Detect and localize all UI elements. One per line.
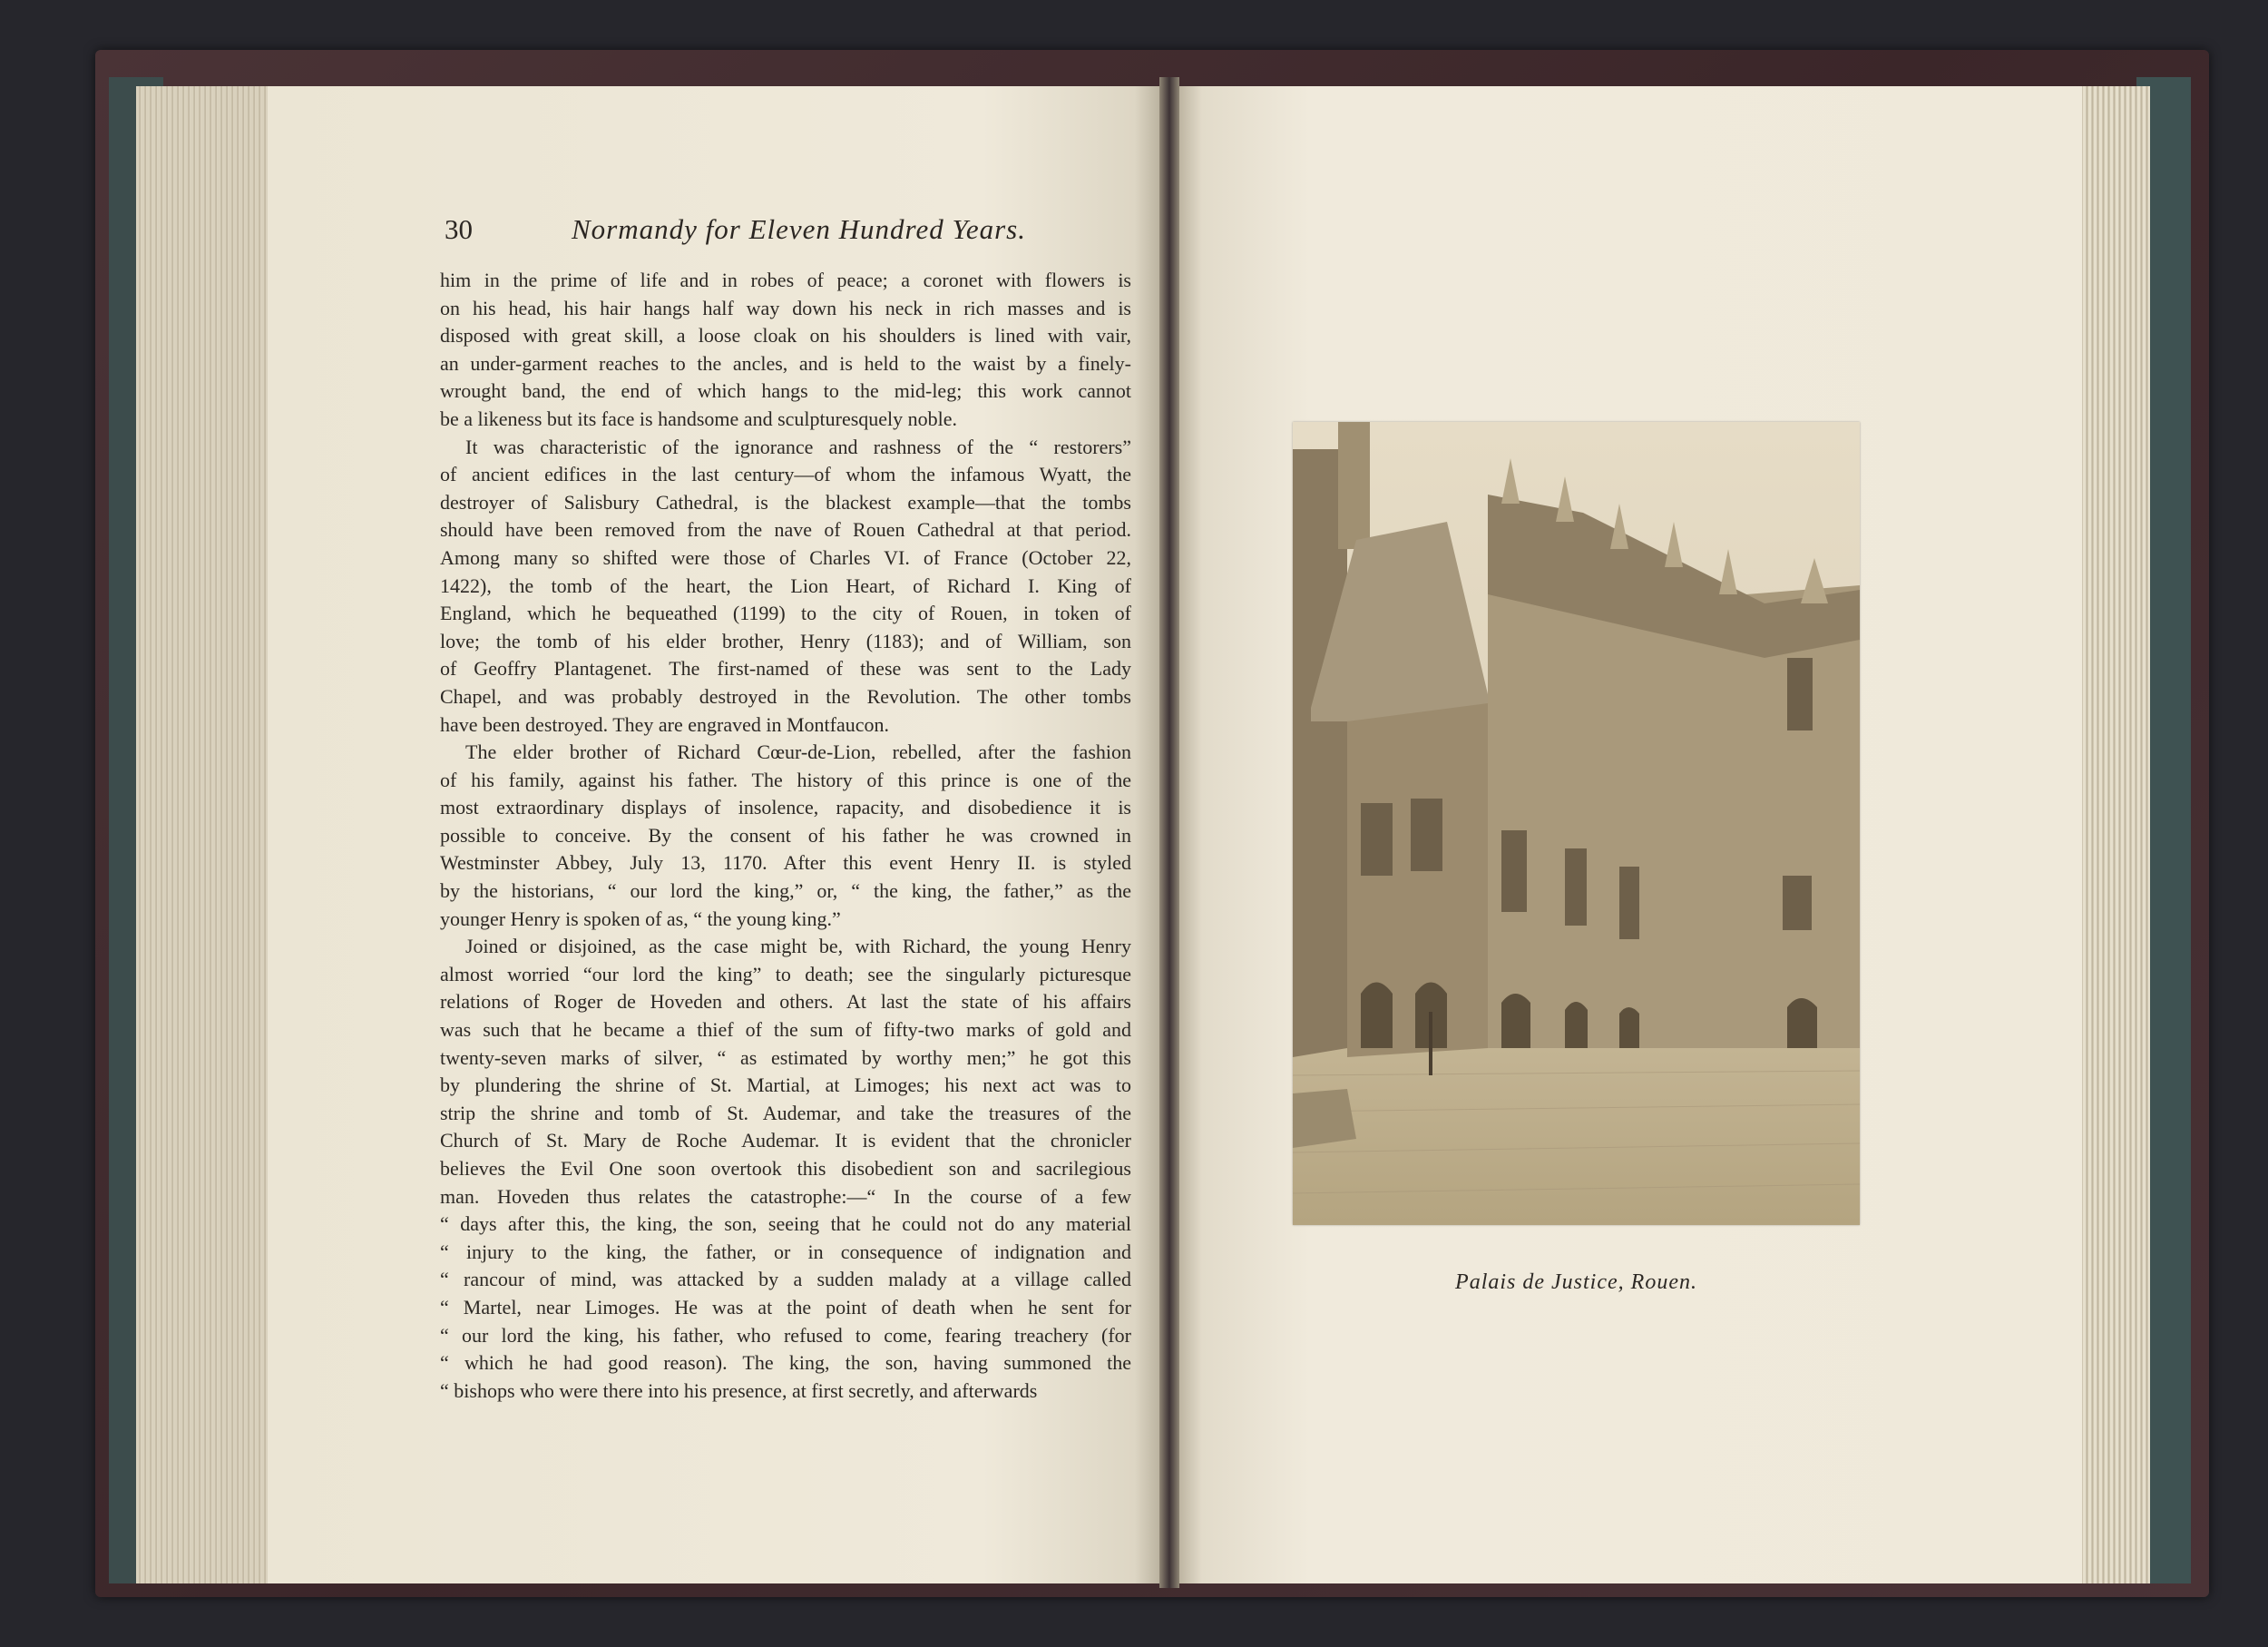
text-line: of his family, against his father. The history of this prince is one of the: [440, 768, 1131, 791]
page-edges-right: [2077, 86, 2150, 1583]
text-line: twenty-seven marks of silver, “ as estimated by worthy men;” he got this: [440, 1045, 1131, 1069]
text-line: most extraordinary displays of insolence, rapacity, and disobedience it is: [440, 796, 1131, 819]
text-line: on his head, his hair hangs half way down his neck in rich masses and is: [440, 296, 1131, 319]
page-edges-left: [136, 86, 272, 1583]
text-line: “ which he had good reason). The king, the son, having summoned the: [440, 1351, 1131, 1375]
text-line: “ injury to the king, the father, or in consequence of indignation and: [440, 1240, 1131, 1263]
text-line: Church of St. Mary de Roche Audemar. It is evident that the chronicler: [440, 1129, 1131, 1152]
text-line: love; the tomb of his elder brother, Henry (1183); and of William, son: [440, 629, 1131, 652]
photo-caption: Palais de Justice, Rouen.: [1455, 1270, 1697, 1294]
text-line: disposed with great skill, a loose cloak on his shoulders is lined with vair,: [440, 324, 1131, 348]
text-line: “ Martel, near Limoges. He was at the point of death when he sent for: [440, 1295, 1131, 1319]
text-line: him in the prime of life and in robes of peace; a coronet with flowers is: [440, 269, 1131, 291]
page-number: 30: [445, 213, 473, 245]
text-line: of ancient edifices in the last century—of whom the infamous Wyatt, the: [440, 463, 1131, 486]
text-line: of Geoffry Plantagenet. The first-named of these was sent to the Lady: [440, 657, 1131, 681]
running-title: Normandy for Eleven Hundred Years.: [572, 213, 1026, 245]
text-line: possible to conceive. By the consent of his father he was crowned in: [440, 823, 1131, 847]
text-line: by plundering the shrine of St. Martial, at Limoges; his next act was to: [440, 1073, 1131, 1097]
text-line: man. Hoveden thus relates the catastrophe:—“ In the course of a few: [440, 1184, 1131, 1208]
text-line: by the historians, “ our lord the king,” or, “ the king, the father,” as the: [440, 879, 1131, 903]
text-line: have been destroyed. They are engraved in Montfaucon.: [440, 712, 890, 736]
text-line: believes the Evil One soon overtook this disobedient son and sacrilegious: [440, 1157, 1131, 1180]
text-line: destroyer of Salisbury Cathedral, is the blackest example—that the tombs: [440, 490, 1131, 514]
text-line: Chapel, and was probably destroyed in the Revolution. The other tombs: [440, 684, 1131, 708]
text-line: relations of Roger de Hoveden and others. At last the state of his affairs: [440, 990, 1131, 1014]
photograph-palais-de-justice: [1293, 422, 1860, 1225]
text-line: an under-garment reaches to the ancles, and is held to the waist by a finely-: [440, 351, 1131, 375]
text-line: 1422), the tomb of the heart, the Lion Heart, of Richard I. King of: [440, 574, 1131, 597]
text-line: “ rancour of mind, was attacked by a sudden malady at a village called: [440, 1268, 1131, 1291]
text-line: be a likeness but its face is handsome and sculpturesquely noble.: [440, 407, 958, 430]
text-line: “ bishops who were there into his presence, at first secretly, and afterwards: [440, 1378, 1038, 1402]
text-line: wrought band, the end of which hangs to the mid-leg; this work cannot: [440, 379, 1131, 403]
text-line: strip the shrine and tomb of St. Audemar, and take the treasures of the: [440, 1101, 1131, 1124]
running-head: [445, 213, 1134, 259]
text-line: It was characteristic of the ignorance and rashness of the “ restorers”: [465, 435, 1131, 458]
text-line: The elder brother of Richard Cœur-de-Lion, rebelled, after the fashion: [465, 740, 1131, 764]
text-line: younger Henry is spoken of as, “ the young king.”: [440, 907, 841, 930]
text-line: Westminster Abbey, July 13, 1170. After this event Henry II. is styled: [440, 851, 1131, 875]
text-line: should have been removed from the nave of Rouen Cathedral at that period.: [440, 518, 1131, 542]
text-line: “ days after this, the king, the son, seeing that he could not do any material: [440, 1212, 1131, 1236]
text-line: Joined or disjoined, as the case might be, with Richard, the young Henry: [465, 935, 1131, 958]
body-text: [440, 267, 1131, 1405]
text-line: Among many so shifted were those of Charles VI. of France (October 22,: [440, 545, 1131, 569]
building-illustration: [1293, 422, 1860, 1225]
text-line: almost worried “our lord the king” to death; see the singularly picturesque: [440, 962, 1131, 985]
book-gutter: [1159, 77, 1179, 1588]
text-line: England, which he bequeathed (1199) to the city of Rouen, in token of: [440, 602, 1131, 625]
text-line: was such that he became a thief of the sum of fifty-two marks of gold and: [440, 1018, 1131, 1042]
text-line: “ our lord the king, his father, who refused to come, fearing treachery (for: [440, 1323, 1131, 1347]
